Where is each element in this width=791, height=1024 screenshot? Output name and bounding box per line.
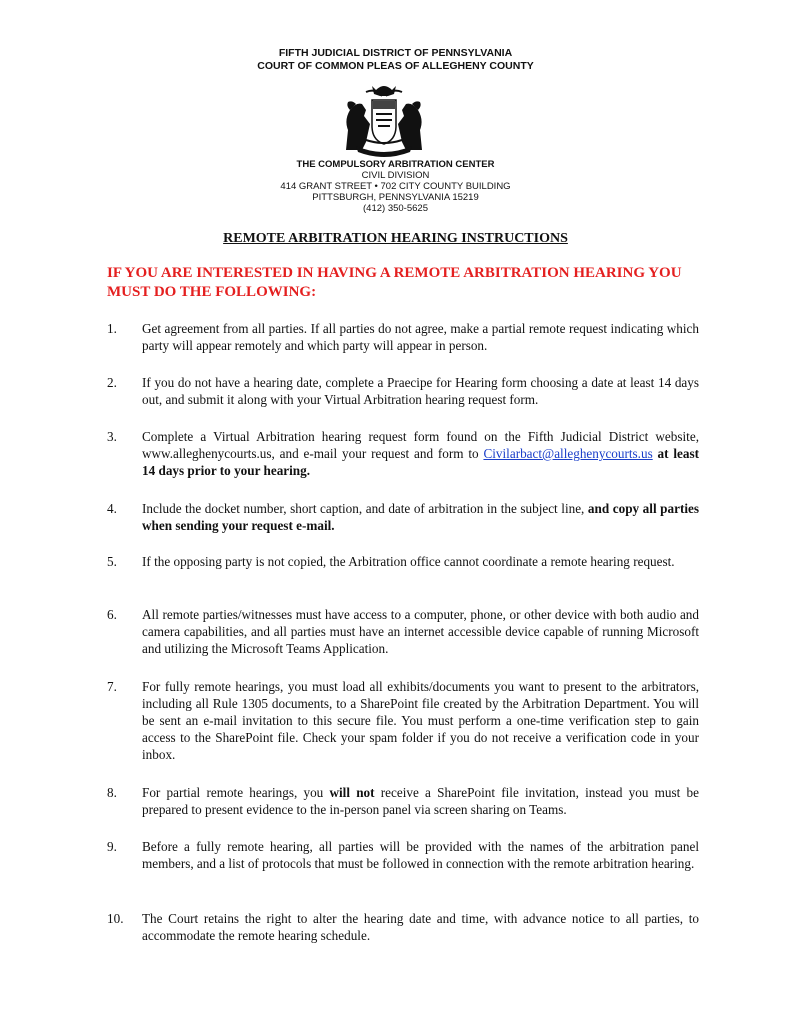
item-text-part: For partial remote hearings, you — [142, 785, 330, 800]
item-text: All remote parties/witnesses must have access to a computer, phone, or other device with both audio and camera capabilities, and all parties must have an internet accessible device capable of running Microsoft and utilizing the Microsoft Teams Application. — [142, 607, 699, 656]
pennsylvania-coat-of-arms-icon — [336, 80, 432, 158]
center-name: THE COMPULSORY ARBITRATION CENTER — [296, 159, 495, 170]
item-text-bold: and copy all parties when sending your request e-mail. — [142, 501, 699, 533]
item-text: Before a fully remote hearing, all parties will be provided with the names of the arbitration panel members, and a list of protocols that must be followed in connection with the remote arbitration hearing. — [142, 839, 699, 871]
item-text: For fully remote hearings, you must load all exhibits/documents you want to present to the arbitrators, including all Rule 1305 documents, to a SharePoint file created by the Arbitration Department. You will be sent an e-mail invitation to this secure file. You must perform a one-time verification step to gain access to the SharePoint file. Check your spam folder if you do not receive a verification code in your inbox. — [142, 679, 699, 762]
item-number: 7. — [107, 679, 117, 694]
item-number: 1. — [107, 321, 117, 336]
item-text-bold: will not — [329, 785, 375, 800]
email-link[interactable]: Civilarbact@alleghenycourts.us — [483, 446, 653, 461]
red-warning-heading: IF YOU ARE INTERESTED IN HAVING A REMOTE ARBITRATION HEARING YOU MUST DO THE FOLLOWING: — [107, 265, 682, 300]
district-heading: FIFTH JUDICIAL DISTRICT OF PENNSYLVANIA — [278, 47, 513, 59]
item-text — [142, 428, 699, 479]
item-text: If you do not have a hearing date, complete a Praecipe for Hearing form choosing a date at least 14 days out, and submit it along with your Virtual Arbitration hearing request form. — [142, 375, 699, 407]
item-number: 6. — [107, 607, 117, 622]
item-number: 5. — [107, 554, 117, 569]
item-number: 9. — [107, 839, 117, 854]
court-heading: COURT OF COMMON PLEAS OF ALLEGHENY COUNTY — [257, 60, 534, 72]
item-number: 10. — [107, 911, 124, 926]
item-number: 2. — [107, 375, 117, 390]
page-title: REMOTE ARBITRATION HEARING INSTRUCTIONS — [223, 231, 568, 246]
item-text — [142, 500, 699, 534]
item-text-bold: at least 14 days prior to your hearing. — [142, 446, 700, 478]
item-text-part: Complete a Virtual Arbitration hearing request form found on the Fifth Judicial District website, www.alleghenycourts.us, and e-mail your request and form to — [142, 429, 699, 461]
item-text: Get agreement from all parties. If all parties do not agree, make a partial remote request indicating which party will appear remotely and which party will appear in person. — [142, 321, 699, 353]
item-number: 3. — [107, 429, 117, 444]
item-text: The Court retains the right to alter the hearing date and time, with advance notice to all parties, to accommodate the remote hearing schedule. — [142, 911, 699, 943]
phone-number: (412) 350-5625 — [363, 203, 428, 214]
street-address: 414 GRANT STREET • 702 CITY COUNTY BUILDING — [280, 181, 511, 192]
city-address: PITTSBURGH, PENNSYLVANIA 15219 — [312, 192, 479, 203]
item-number: 8. — [107, 785, 117, 800]
item-text: If the opposing party is not copied, the Arbitration office cannot coordinate a remote hearing request. — [142, 554, 675, 569]
item-number: 4. — [107, 501, 117, 516]
division-label: CIVIL DIVISION — [361, 170, 430, 181]
item-text-part: receive a SharePoint file invitation, instead you must be prepared to present evidence to the in-person panel via screen sharing on Teams. — [142, 785, 699, 817]
item-text — [142, 784, 699, 818]
item-text-part: Include the docket number, short caption, and date of arbitration in the subject line, — [142, 501, 588, 516]
